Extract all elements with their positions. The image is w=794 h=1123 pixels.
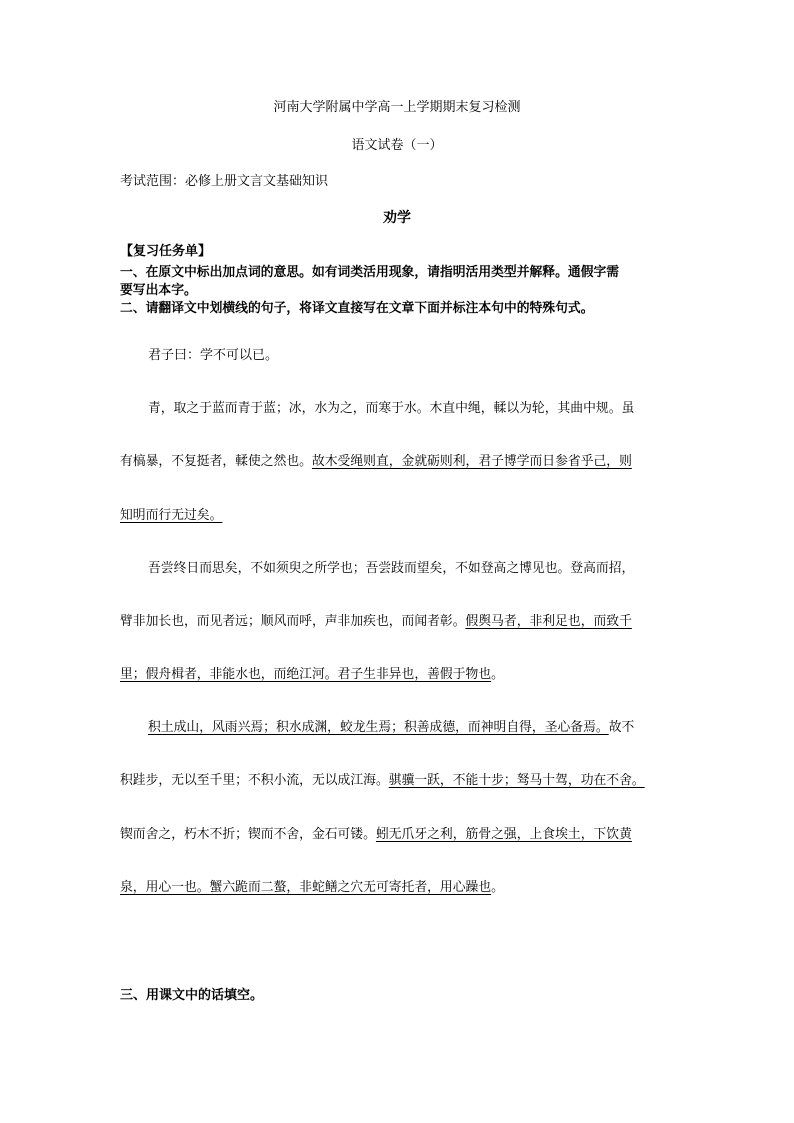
plain-text: 臂非加长也，而见者远；顺风而呼，声非加疾也，而闻者彰。	[120, 614, 466, 629]
underlined-sentence: 知明而行无过矣。	[120, 508, 223, 523]
plain-text: 锲而舍之，朽木不折；锲而不舍，金石可镂。	[120, 827, 376, 842]
task-list-heading: 【复习任务单】	[120, 244, 212, 259]
plain-text: 。	[491, 880, 504, 895]
paragraph-3-line-3	[120, 663, 504, 682]
paragraph-2-line-3	[120, 504, 222, 523]
paragraph-2-line-1: 青，取之于蓝而青于蓝；冰，水为之，而寒于水。木直中绳，輮以为轮，其曲中规。虽	[148, 401, 635, 416]
exam-scope: 考试范围：必修上册文言文基础知识	[120, 174, 329, 189]
underlined-sentence: 故木受绳则直，金就砺则利，君子博学而日参省乎己，则	[311, 454, 632, 469]
task-2: 二、请翻译文中划横线的句子，将译文直接写在文章下面并标注本句中的特殊句式。	[120, 301, 594, 316]
paragraph-4-line-1	[148, 716, 634, 735]
section-3-heading: 三、用课文中的话填空。	[120, 988, 264, 1003]
paper-title: 语文试卷（一）	[351, 138, 443, 153]
plain-text: 。	[491, 667, 504, 682]
plain-text: 有槁暴，不复挺者，輮使之然也。	[120, 454, 312, 469]
plain-text: 积跬步，无以至千里；不积小流，无以成江海。	[120, 773, 389, 788]
underlined-sentence: 里；假舟楫者，非能水也，而绝江河。君子生非异也，善假于物也	[120, 667, 492, 682]
paragraph-4-line-3	[120, 823, 632, 842]
underlined-sentence: 蚓无爪牙之利，筋骨之强，上食埃土，下饮黄	[375, 827, 632, 842]
underlined-sentence: 骐骥一跃，不能十步；驽马十驾，功在不舍。	[388, 773, 645, 788]
underlined-sentence: 泉，用心一也。蟹六跪而二螯，非蛇鳝之穴无可寄托者，用心躁也	[120, 880, 492, 895]
paragraph-3-line-2	[120, 610, 632, 629]
paragraph-2-line-2	[120, 450, 632, 469]
paragraph-4-line-2	[120, 769, 645, 788]
task-1-line-1: 一、在原文中标出加点词的意思。如有词类活用现象，请指明活用类型并解释。通假字需	[120, 265, 620, 280]
paragraph-3-line-1: 吾尝终日而思矣，不如须臾之所学也；吾尝跂而望矣，不如登高之博见也。登高而招，	[148, 561, 635, 576]
school-title: 河南大学附属中学高一上学期期末复习检测	[273, 100, 521, 115]
underlined-sentence: 假舆马者，非利足也，而致千	[465, 614, 632, 629]
paragraph-4-line-4	[120, 876, 504, 895]
task-1-line-2: 要写出本字。	[120, 283, 197, 298]
underlined-sentence: 积土成山，风雨兴焉；积水成渊，蛟龙生焉；积善成德，而神明自得，圣心备焉。	[148, 720, 609, 735]
article-title: 劝学	[383, 210, 411, 226]
paragraph-1: 君子曰：学不可以已。	[148, 348, 279, 363]
plain-text: 故不	[608, 720, 635, 735]
